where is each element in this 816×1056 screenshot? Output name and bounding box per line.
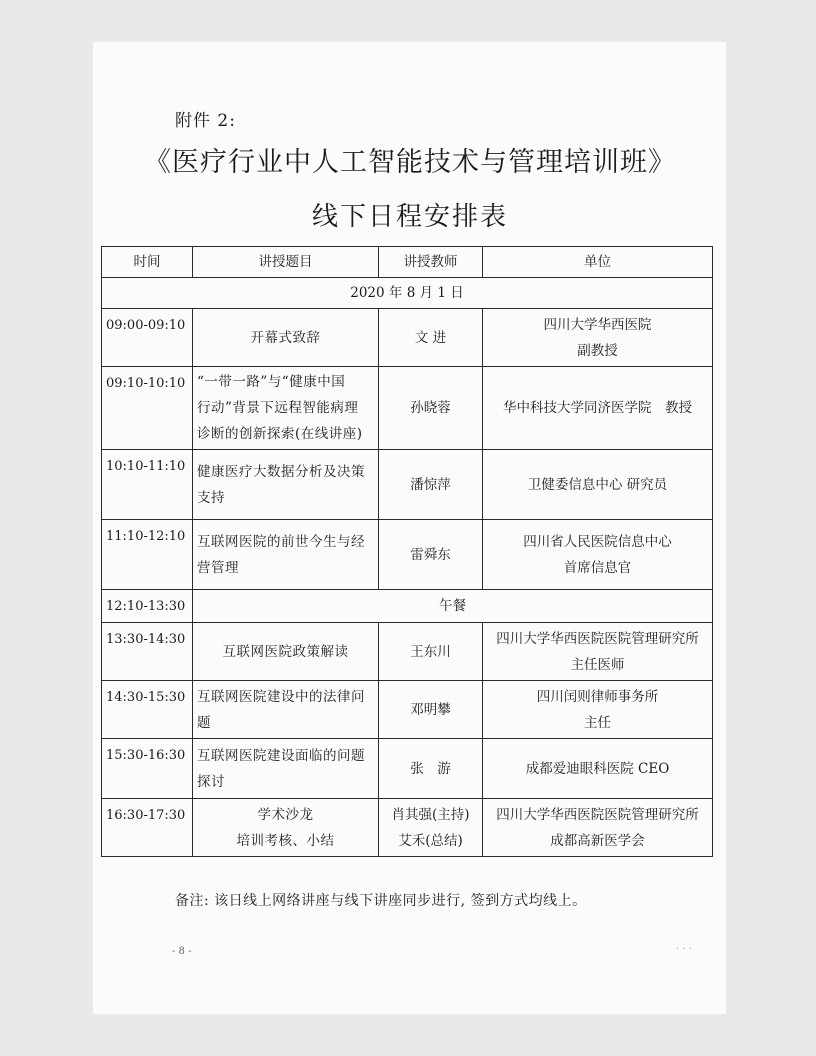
teacher-cell xyxy=(379,739,483,799)
header-unit: 单位 xyxy=(483,247,713,278)
topic-cell-line: 互联网医院的前世今生与经 xyxy=(197,533,365,550)
header-time: 时间 xyxy=(102,247,193,278)
topic-cell-line: 互联网医院建设中的法律问 xyxy=(197,688,365,705)
unit-cell xyxy=(483,309,713,367)
topic-cell-line: “一带一路”与“健康中国 xyxy=(197,374,346,390)
unit-cell xyxy=(483,367,713,450)
topic-cell-line: 培训考核、小结 xyxy=(236,832,335,849)
header-topic: 讲授题目 xyxy=(193,247,379,278)
unit-cell-line: 四川大学华西医院医院管理研究所 xyxy=(496,630,699,647)
table-row xyxy=(102,520,713,590)
teacher-cell-line: 孙晓蓉 xyxy=(410,400,451,416)
teacher-cell xyxy=(379,367,483,450)
topic-cell xyxy=(193,739,379,799)
topic-cell xyxy=(193,367,379,450)
topic-cell-line: 支持 xyxy=(197,489,225,506)
teacher-cell-line: 艾禾(总结) xyxy=(398,832,463,849)
topic-cell-line: 互联网医院政策解读 xyxy=(222,643,349,660)
table-header-row xyxy=(102,247,713,278)
unit-cell xyxy=(483,739,713,799)
unit-cell-line: 主任医师 xyxy=(570,656,625,673)
date-cell: 2020 年 8 月 1 日 xyxy=(102,278,713,309)
table-row xyxy=(102,367,713,450)
teacher-cell-line: 文 进 xyxy=(414,329,447,346)
unit-cell-line: 成都爱迪眼科医院 CEO xyxy=(525,760,670,777)
teacher-cell xyxy=(379,450,483,520)
teacher-cell xyxy=(379,309,483,367)
topic-cell-line: 行动”背景下远程智能病理 xyxy=(197,400,359,416)
unit-cell-line: 成都高新医学会 xyxy=(550,832,645,849)
unit-cell xyxy=(483,799,713,857)
topic-cell xyxy=(193,623,379,681)
footer-note: 备注: 该日线上网络讲座与线下讲座同步进行, 签到方式均线上。 xyxy=(175,893,587,909)
topic-cell-line: 营管理 xyxy=(197,559,239,576)
unit-cell-line: 四川大学华西医院 xyxy=(543,316,652,333)
lunch-cell: 午餐 xyxy=(193,590,713,623)
topic-cell-line: 学术沙龙 xyxy=(257,806,314,823)
scan-mark: · · · xyxy=(676,944,692,955)
topic-cell-line: 开幕式致辞 xyxy=(250,329,321,346)
teacher-cell-line: 潘惊萍 xyxy=(410,476,451,493)
unit-cell-line: 四川省人民医院信息中心 xyxy=(523,533,672,550)
teacher-cell-line: 王东川 xyxy=(410,643,451,660)
unit-cell-line: 四川大学华西医院医院管理研究所 xyxy=(496,806,699,823)
unit-cell xyxy=(483,520,713,590)
table-row xyxy=(102,309,713,367)
table-row xyxy=(102,623,713,681)
table-row xyxy=(102,681,713,739)
page-number: - 8 - xyxy=(172,946,192,957)
time-cell: 15:30-16:30 xyxy=(102,739,193,799)
unit-cell xyxy=(483,681,713,739)
teacher-cell xyxy=(379,681,483,739)
header-teacher: 讲授教师 xyxy=(379,247,483,278)
table-row xyxy=(102,739,713,799)
schedule-table xyxy=(101,246,713,857)
topic-cell-line: 健康医疗大数据分析及决策 xyxy=(197,463,365,480)
unit-cell-line: 华中科技大学同济医学院 教授 xyxy=(503,400,692,416)
time-cell: 16:30-17:30 xyxy=(102,799,193,857)
topic-cell-line: 诊断的创新探索(在线讲座) xyxy=(197,426,363,442)
topic-cell xyxy=(193,450,379,520)
topic-cell xyxy=(193,520,379,590)
topic-cell-line: 探讨 xyxy=(197,773,225,790)
time-cell: 14:30-15:30 xyxy=(102,681,193,739)
topic-cell xyxy=(193,309,379,367)
table-row xyxy=(102,799,713,857)
unit-cell-line: 主任 xyxy=(584,714,611,731)
time-cell: 09:10-10:10 xyxy=(102,367,193,450)
topic-cell-line: 互联网医院建设面临的问题 xyxy=(197,747,365,764)
unit-cell xyxy=(483,623,713,681)
unit-cell-line: 四川闰则律师事务所 xyxy=(536,688,659,705)
unit-cell-line: 副教授 xyxy=(577,342,618,359)
teacher-cell-line: 邓明攀 xyxy=(410,701,451,718)
teacher-cell xyxy=(379,520,483,590)
time-cell: 13:30-14:30 xyxy=(102,623,193,681)
topic-cell xyxy=(193,799,379,857)
time-cell: 10:10-11:10 xyxy=(102,450,193,520)
unit-cell-line: 卫健委信息中心 研究员 xyxy=(527,476,668,493)
unit-cell-line: 首席信息官 xyxy=(563,559,632,576)
time-cell: 09:00-09:10 xyxy=(102,309,193,367)
document-subtitle: 线下日程安排表 xyxy=(311,202,508,232)
teacher-cell-line: 雷舜东 xyxy=(410,546,451,563)
teacher-cell xyxy=(379,799,483,857)
document-title: 《医疗行业中人工智能技术与管理培训班》 xyxy=(144,147,676,178)
topic-cell xyxy=(193,681,379,739)
teacher-cell-line: 肖其强(主持) xyxy=(391,806,470,823)
lunch-row xyxy=(102,590,713,623)
unit-cell xyxy=(483,450,713,520)
teacher-cell xyxy=(379,623,483,681)
attachment-label: 附件 2: xyxy=(175,111,236,131)
time-cell: 11:10-12:10 xyxy=(102,520,193,590)
time-cell: 12:10-13:30 xyxy=(102,590,193,623)
teacher-cell-line: 张 游 xyxy=(410,760,451,777)
topic-cell-line: 题 xyxy=(197,714,211,731)
table-row xyxy=(102,450,713,520)
date-row xyxy=(102,278,713,309)
